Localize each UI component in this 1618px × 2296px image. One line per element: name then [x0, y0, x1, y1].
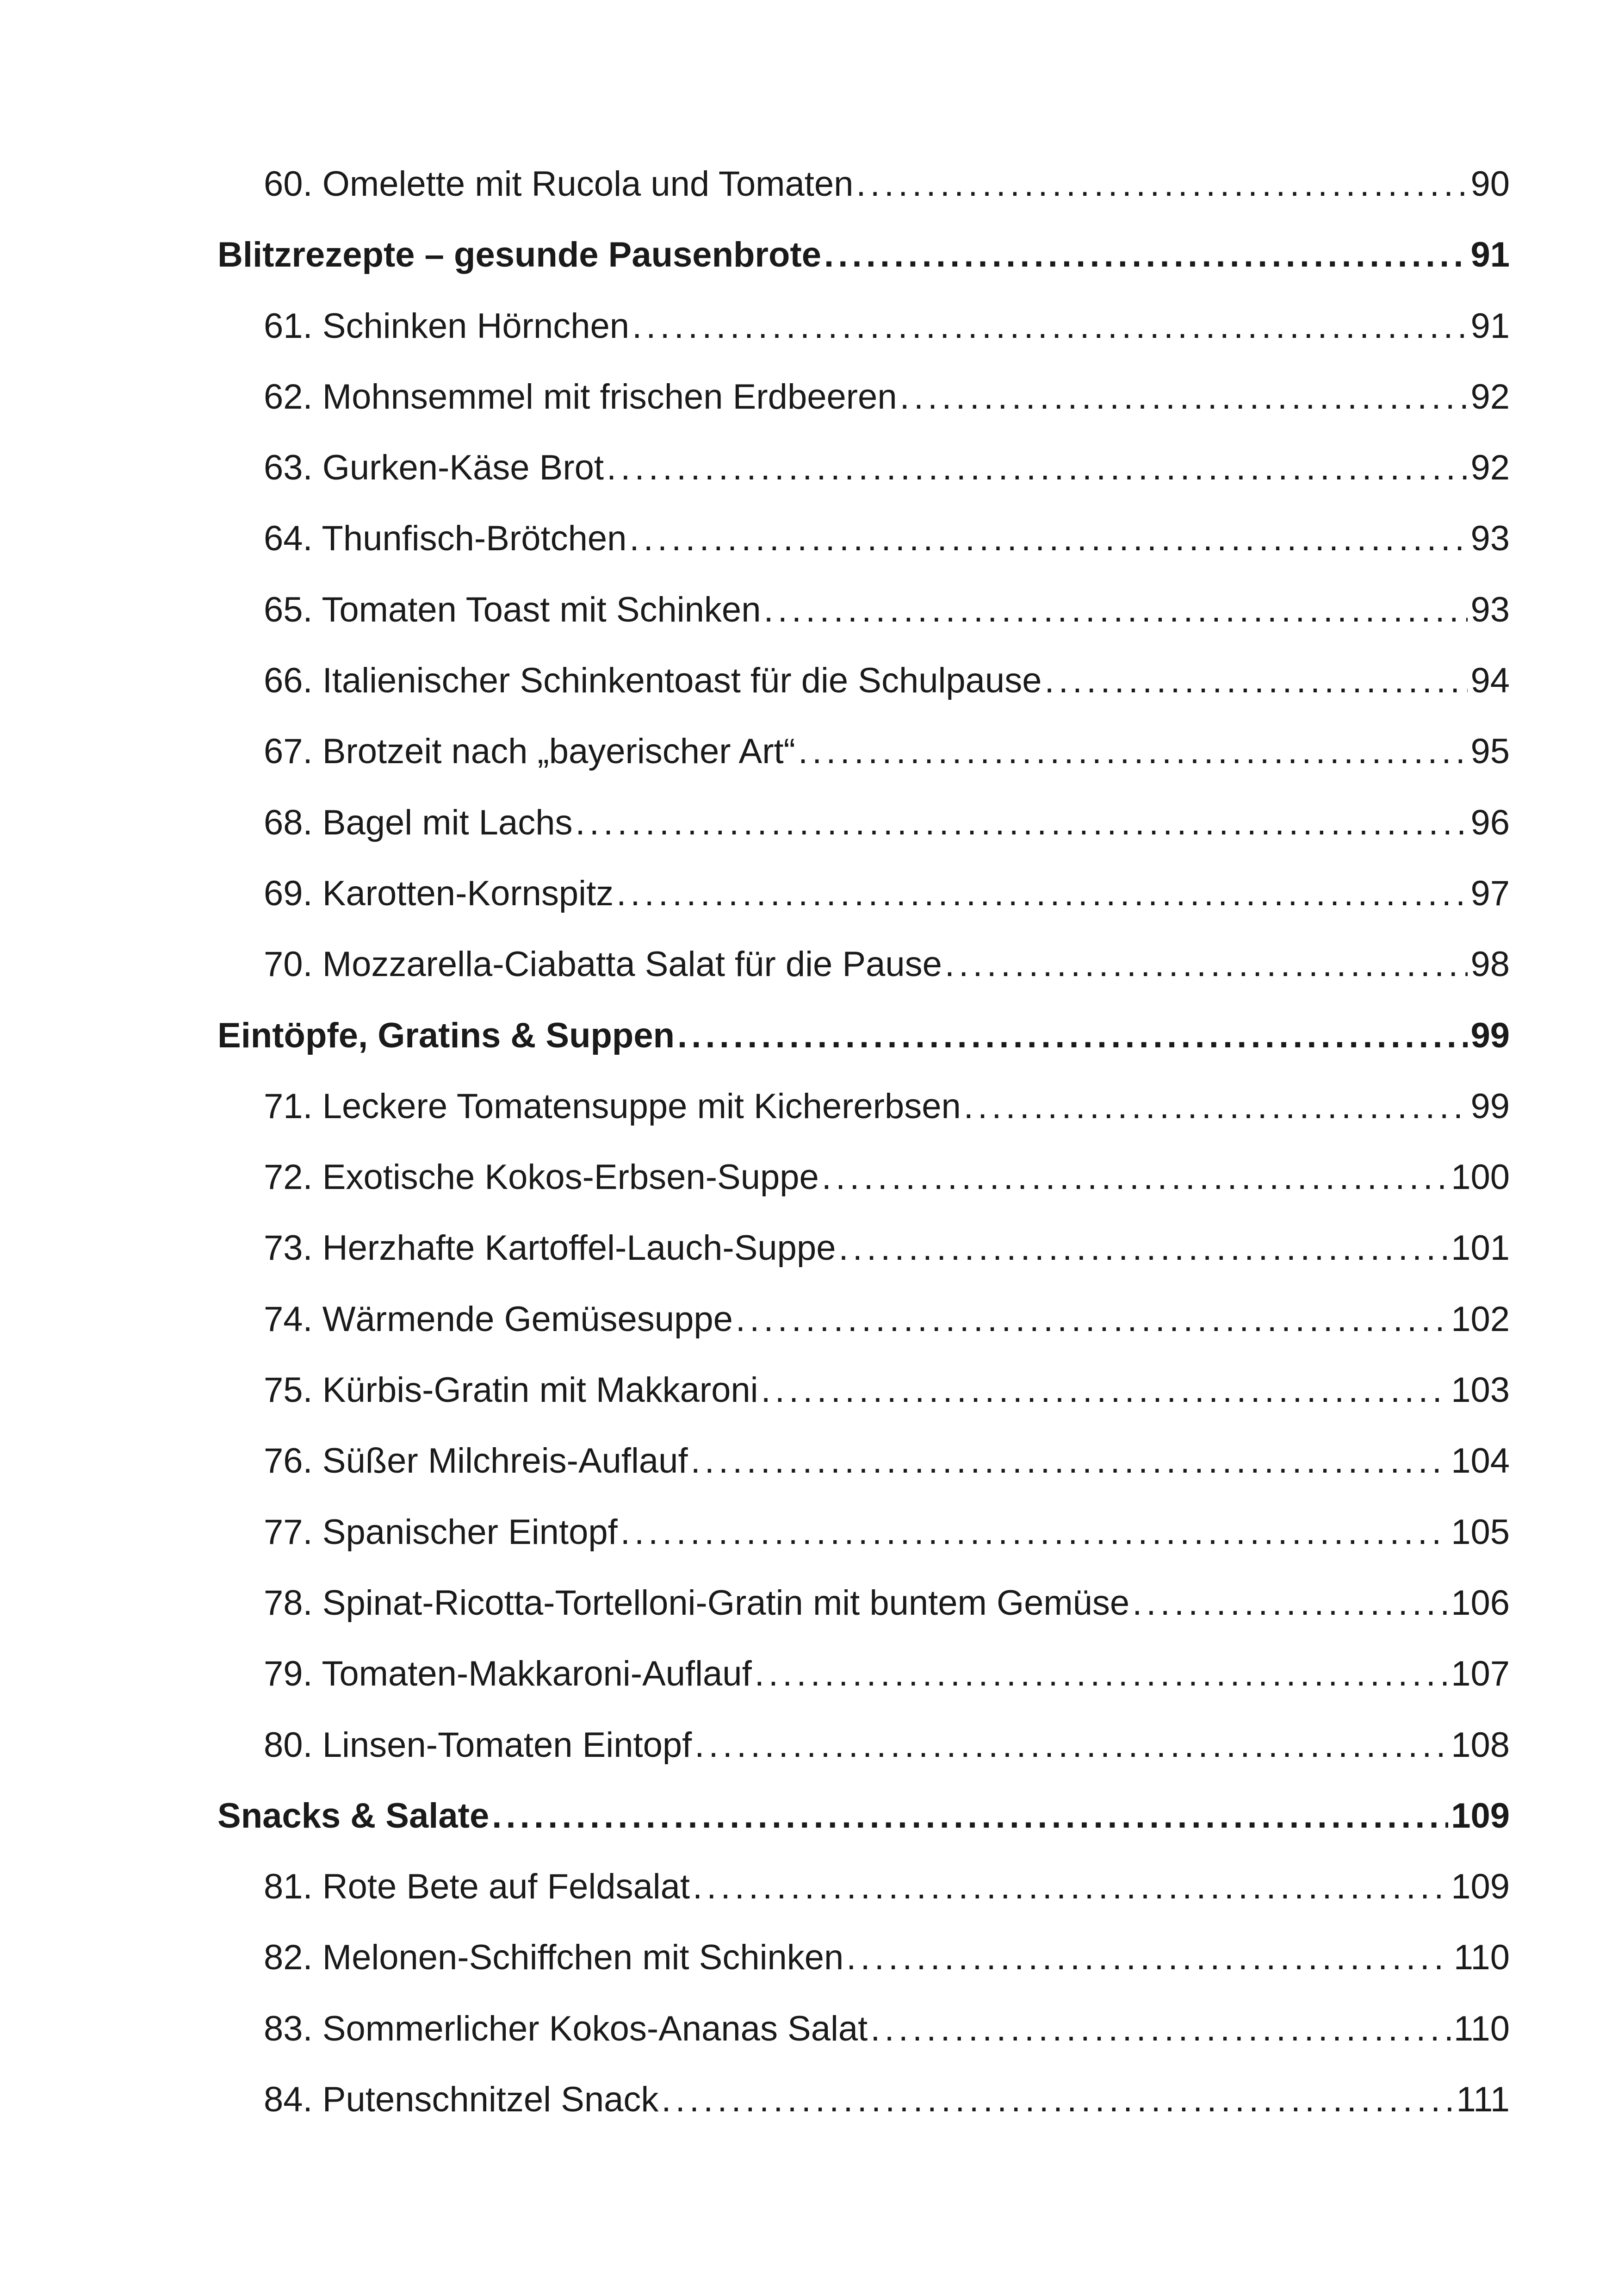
entry-title: 66. Italienischer Schinkentoast für die Schulpause — [264, 661, 1042, 701]
page-number: 104 — [1451, 1441, 1510, 1481]
toc-section-heading — [217, 237, 1510, 308]
page-number: 94 — [1470, 661, 1510, 701]
dot-leader — [856, 167, 1468, 202]
entry-title: 77. Spanischer Eintopf — [264, 1512, 618, 1552]
toc-entry — [217, 805, 1510, 876]
page-number: 95 — [1470, 732, 1510, 772]
entry-title: 60. Omelette mit Rucola und Tomaten — [264, 164, 854, 204]
dot-leader — [691, 1444, 1449, 1479]
entry-title: 61. Schinken Hörnchen — [264, 306, 630, 346]
dot-leader — [964, 1089, 1468, 1124]
toc-entry — [217, 521, 1510, 592]
entry-title: 72. Exotische Kokos-Erbsen-Suppe — [264, 1157, 819, 1197]
page-number: 101 — [1451, 1228, 1510, 1268]
page-number: 99 — [1470, 1015, 1510, 1055]
page-number: 110 — [1453, 1938, 1510, 1978]
dot-leader — [661, 2082, 1453, 2117]
entry-title: 71. Leckere Tomatensuppe mit Kichererbsen — [264, 1086, 961, 1126]
toc-entry — [217, 663, 1510, 734]
entry-title: 76. Süßer Milchreis-Auflauf — [264, 1441, 688, 1481]
dot-leader — [629, 521, 1468, 556]
toc-entry — [217, 1725, 1510, 1798]
dot-leader — [736, 1302, 1448, 1337]
dot-leader — [576, 805, 1468, 840]
toc-entry — [217, 734, 1510, 805]
toc-entry — [217, 1157, 1510, 1231]
entry-title: 69. Karotten-Kornspitz — [264, 873, 614, 913]
section-title: Snacks & Salate — [217, 1796, 490, 1836]
toc-entry — [217, 1583, 1510, 1656]
toc-entry — [217, 947, 1510, 1018]
toc-entry — [217, 1512, 1510, 1586]
toc-entry — [217, 1086, 1510, 1160]
entry-title: 79. Tomaten-Makkaroni-Auflauf — [264, 1654, 752, 1694]
dot-leader — [632, 309, 1468, 344]
toc-entry — [217, 450, 1510, 521]
dot-leader — [763, 592, 1468, 628]
toc-entry — [217, 306, 1510, 380]
toc-entry — [217, 1656, 1510, 1727]
dot-leader — [822, 1160, 1448, 1195]
toc-entry — [217, 377, 1510, 450]
page-number: 90 — [1470, 164, 1510, 204]
page-number: 109 — [1451, 1867, 1510, 1907]
toc-entry — [217, 1940, 1510, 2011]
page-number: 111 — [1456, 2080, 1510, 2120]
entry-title: 70. Mozzarella-Ciabatta Salat für die Pause — [264, 945, 942, 984]
page-number: 109 — [1451, 1796, 1510, 1836]
page-number: 105 — [1451, 1512, 1510, 1552]
dot-leader — [620, 1515, 1448, 1550]
section-title: Blitzrezepte – gesunde Pausenbrote — [217, 235, 821, 275]
dot-leader — [1132, 1586, 1448, 1621]
page-number: 98 — [1470, 945, 1510, 984]
entry-title: 64. Thunfisch-Brötchen — [264, 519, 627, 559]
page-number: 108 — [1451, 1725, 1510, 1765]
toc-entry — [217, 1228, 1510, 1301]
dot-leader — [693, 1869, 1448, 1904]
dot-leader — [492, 1798, 1448, 1834]
dot-leader — [798, 734, 1468, 769]
entry-title: 81. Rote Bete auf Feldsalat — [264, 1867, 690, 1907]
page-number: 93 — [1470, 590, 1510, 629]
toc-entry — [217, 2011, 1510, 2082]
dot-leader — [838, 1231, 1448, 1266]
entry-title: 84. Putenschnitzel Snack — [264, 2080, 659, 2120]
page-number: 100 — [1451, 1157, 1510, 1197]
toc-entry — [217, 1299, 1510, 1373]
toc-section-heading — [217, 1015, 1510, 1089]
page-number: 107 — [1451, 1654, 1510, 1694]
toc-entry — [217, 164, 1510, 237]
entry-title: 68. Bagel mit Lachs — [264, 803, 573, 842]
page-number: 92 — [1470, 377, 1510, 417]
dot-leader — [945, 947, 1468, 982]
entry-title: 67. Brotzeit nach „bayerischer Art“ — [264, 732, 795, 772]
dot-leader — [677, 1018, 1468, 1053]
page-number: 102 — [1451, 1299, 1510, 1339]
entry-title: 82. Melonen-Schiffchen mit Schinken — [264, 1938, 844, 1978]
dot-leader — [607, 450, 1468, 485]
page-number: 97 — [1470, 873, 1510, 913]
toc-entry — [217, 1869, 1510, 1940]
toc-entry — [217, 1441, 1510, 1514]
dot-leader — [616, 876, 1468, 911]
toc-section-heading — [217, 1798, 1510, 1869]
page-number: 110 — [1453, 2009, 1510, 2048]
dot-leader — [900, 380, 1468, 415]
toc-entry — [217, 592, 1510, 663]
toc-entry — [217, 1370, 1510, 1444]
entry-title: 80. Linsen-Tomaten Eintopf — [264, 1725, 692, 1765]
page-number: 91 — [1470, 235, 1510, 275]
table-of-contents — [217, 164, 1510, 2153]
entry-title: 78. Spinat-Ricotta-Tortelloni-Gratin mit buntem Gemüse — [264, 1583, 1130, 1623]
entry-title: 75. Kürbis-Gratin mit Makkaroni — [264, 1370, 758, 1410]
entry-title: 73. Herzhafte Kartoffel-Lauch-Suppe — [264, 1228, 836, 1268]
dot-leader — [761, 1373, 1449, 1408]
toc-entry — [217, 2082, 1510, 2153]
dot-leader — [870, 2011, 1451, 2047]
page-number: 96 — [1470, 803, 1510, 842]
dot-leader — [755, 1656, 1449, 1692]
entry-title: 74. Wärmende Gemüsesuppe — [264, 1299, 733, 1339]
dot-leader — [1044, 663, 1468, 698]
entry-title: 83. Sommerlicher Kokos-Ananas Salat — [264, 2009, 868, 2048]
page-number: 99 — [1470, 1086, 1510, 1126]
page-number: 106 — [1451, 1583, 1510, 1623]
entry-title: 63. Gurken-Käse Brot — [264, 448, 604, 488]
page-number: 103 — [1451, 1370, 1510, 1410]
toc-entry — [217, 873, 1510, 947]
entry-title: 62. Mohnsemmel mit frischen Erdbeeren — [264, 377, 897, 417]
dot-leader — [694, 1728, 1448, 1763]
page-number: 92 — [1470, 448, 1510, 488]
entry-title: 65. Tomaten Toast mit Schinken — [264, 590, 761, 629]
dot-leader — [846, 1940, 1451, 1975]
page-number: 93 — [1470, 519, 1510, 559]
page-number: 91 — [1470, 306, 1510, 346]
dot-leader — [824, 237, 1468, 273]
section-title: Eintöpfe, Gratins & Suppen — [217, 1015, 675, 1055]
